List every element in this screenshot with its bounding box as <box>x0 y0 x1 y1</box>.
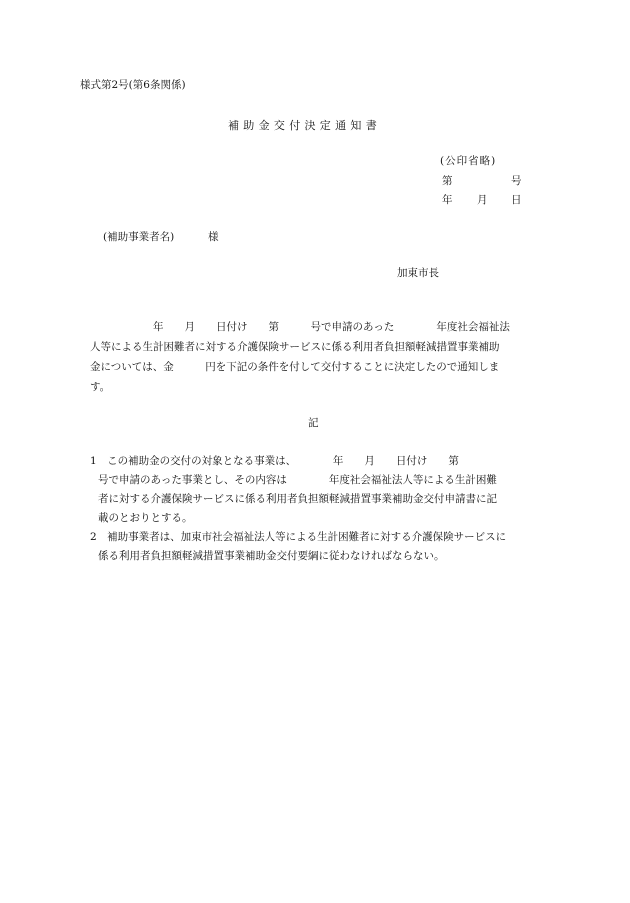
seal-omitted-note: (公印省略) <box>440 155 497 167</box>
body-line: 人等による生計困難者に対する介護保険サービスに係る利用者負担額軽減措置事業補助 <box>90 341 500 353</box>
date-year-label: 年 <box>442 194 453 206</box>
addressee-name: (補助事業者名) <box>103 231 175 243</box>
condition-item-2-line: 2 補助事業者は、加東市社会福祉法人等による生計困難者に対する介護保険サービスに <box>90 531 507 543</box>
condition-item-2-line: 係る利用者負担額軽減措置事業補助金交付要綱に従わなければならない。 <box>98 550 445 562</box>
kigou-heading: 記 <box>308 417 319 429</box>
condition-item-1-line: 1 この補助金の交付の対象となる事業は、 年 月 日付け 第 <box>90 455 459 467</box>
addressee-honorific: 様 <box>208 231 219 243</box>
form-number: 様式第2号(第6条関係) <box>80 79 186 91</box>
document-number-prefix: 第 <box>442 175 453 187</box>
date-month-label: 月 <box>477 194 488 206</box>
condition-item-1-line: 載のとおりとする。 <box>98 512 193 524</box>
document-title: 補助金交付決定通知書 <box>228 119 381 132</box>
issuer-name: 加東市長 <box>397 267 439 279</box>
condition-item-1-line: 者に対する介護保険サービスに係る利用者負担額軽減措置事業補助金交付申請書に記 <box>98 493 497 505</box>
body-line: 年 月 日付け 第 号で申請のあった 年度社会福祉法 <box>90 321 510 333</box>
body-line: 金については、金 円を下記の条件を付して交付することに決定したので通知しま <box>90 361 500 373</box>
date-day-label: 日 <box>511 194 522 206</box>
body-line: す。 <box>90 381 111 393</box>
document-number-suffix: 号 <box>511 175 522 187</box>
condition-item-1-line: 号で申請のあった事業とし、その内容は 年度社会福祉法人等による生計困難 <box>98 474 497 486</box>
